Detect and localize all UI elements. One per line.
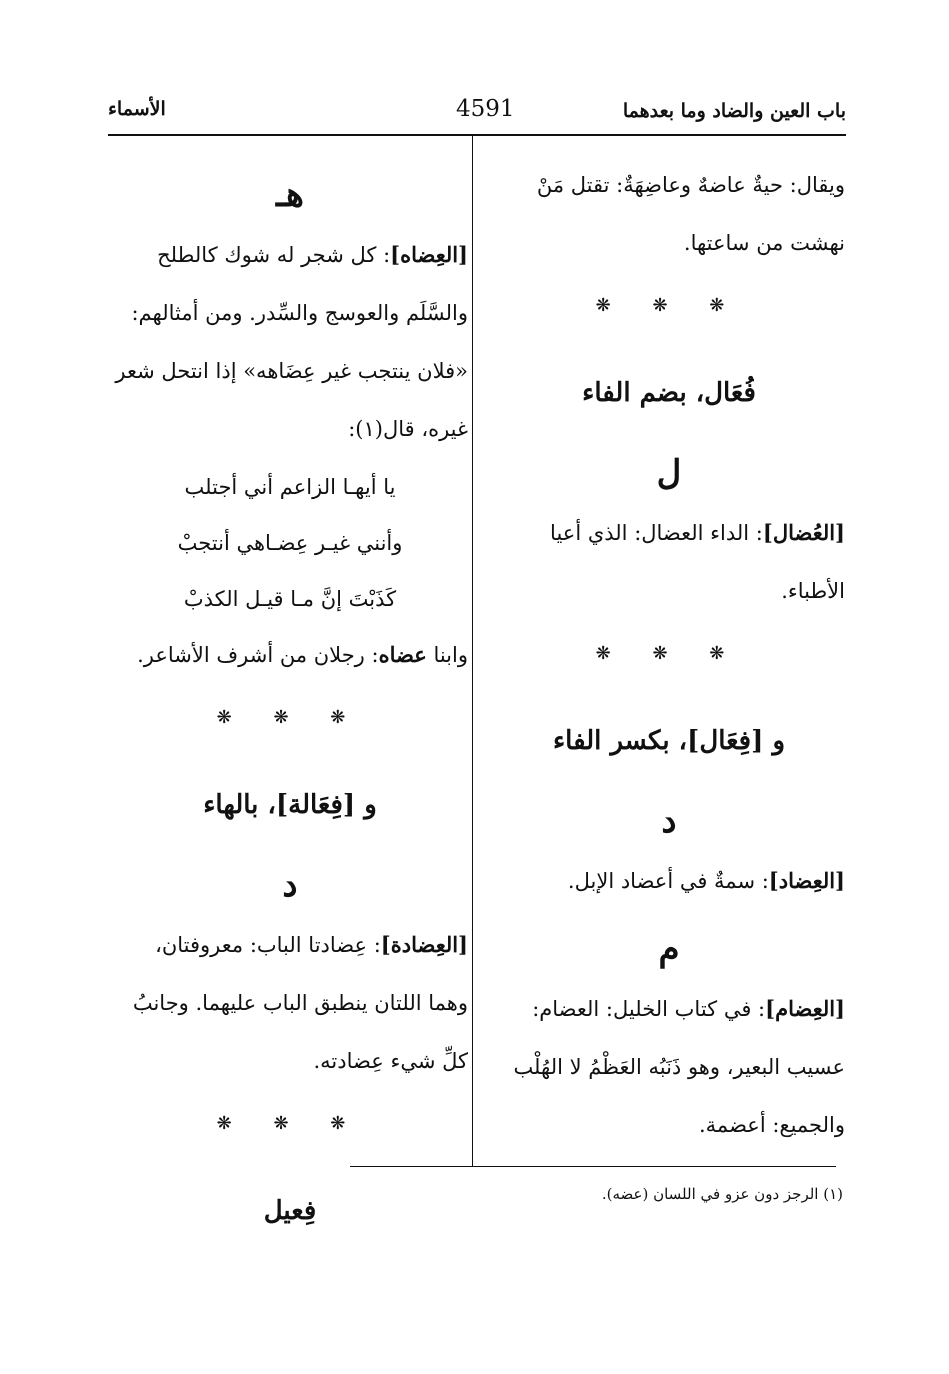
section-separator: ❋ ❋ ❋: [595, 643, 743, 664]
left-column: [112, 165, 468, 1261]
entry-text: : رجلان من أشرف الأشاعر.: [137, 643, 379, 667]
entry-term: [العِضام]: [765, 996, 845, 1021]
text-line: غيره، قال(١):: [348, 417, 468, 441]
poem-verse: كَذَبْتَ إنَّ مـا قيـل الكذبْ: [183, 587, 397, 611]
entry-text: : الداء العضال: الذي أعيا: [550, 521, 763, 545]
section-heading: و [فِعَال]، بكسر الفاء: [552, 726, 786, 756]
section-separator: ❋ ❋ ❋: [595, 295, 743, 316]
entry-line: [112, 635, 468, 693]
section-heading: فُعَال، بضم الفاء: [582, 378, 756, 408]
page-header: [108, 92, 846, 132]
entry-line: [112, 925, 468, 983]
entry-line: [493, 513, 845, 571]
chapter-title: باب العين والضاد وما بعدهما: [622, 100, 846, 122]
entry-text: : سمةٌ في أعضاد الإبل.: [567, 869, 769, 893]
right-column: [493, 165, 845, 1163]
text-line: ويقال: حيةٌ عاضهٌ وعاضِهَةٌ: تقتل مَنْ: [536, 173, 845, 197]
entry-term: عضاه: [378, 642, 427, 667]
entry-line: [112, 235, 468, 293]
text-line: «فلان ينتجب غير عِضَاهه» إذا انتحل شعر: [115, 359, 468, 383]
text-line: والجميع: أعضمة.: [699, 1113, 845, 1137]
letter-heading: م: [658, 929, 680, 969]
letter-heading: د: [661, 801, 677, 841]
entry-term: [العِضادة]: [380, 932, 468, 957]
section-title: الأسماء: [108, 98, 166, 120]
text-line: نهشت من ساعتها.: [683, 231, 845, 255]
section-separator: ❋ ❋ ❋: [216, 707, 364, 728]
section-heading: فِعيل: [263, 1196, 317, 1226]
section-separator: ❋ ❋ ❋: [216, 1113, 364, 1134]
entry-term: [العُضال]: [762, 520, 845, 545]
letter-heading: د: [282, 865, 298, 905]
text-line: وهما اللتان ينطبق الباب عليهما. وجانبُ: [132, 991, 468, 1015]
header-rule: [108, 134, 846, 136]
entry-term: [العِضاه]: [390, 242, 468, 267]
entry-line: [493, 989, 845, 1047]
letter-heading: ل: [656, 453, 682, 493]
text-line: عسيب البعير، وهو ذَنَبُه العَظْمُ لا الهُلْب: [513, 1055, 845, 1079]
footnote-rule: [350, 1166, 836, 1167]
footnote: (١) الرجز دون عزو في اللسان (عضه).: [601, 1185, 843, 1203]
entry-line: [493, 861, 845, 919]
entry-term: [العِضاد]: [768, 868, 845, 893]
page-number: 4591: [456, 96, 515, 122]
entry-text: : عِضادتا الباب: معروفتان،: [155, 933, 381, 957]
text-line: والسَّلَم والعوسج والسِّدر. ومن أمثالهم:: [131, 301, 468, 325]
section-heading: و [فِعَالة]، بالهاء: [203, 790, 377, 820]
entry-prefix: وابنا: [433, 643, 468, 667]
letter-heading: هـ: [276, 175, 304, 215]
entry-text: : كل شجر له شوك كالطلح: [157, 243, 391, 267]
entry-text: : في كتاب الخليل: العضام:: [532, 997, 766, 1021]
text-line: الأطباء.: [781, 579, 845, 603]
column-divider: [472, 136, 473, 1166]
text-line: كلِّ شيء عِضادته.: [313, 1049, 468, 1073]
poem-verse: يا أيهـا الزاعم أني أجتلب: [184, 475, 396, 499]
poem-verse: وأنني غيـر عِضـاهي أنتجبْ: [177, 531, 403, 555]
